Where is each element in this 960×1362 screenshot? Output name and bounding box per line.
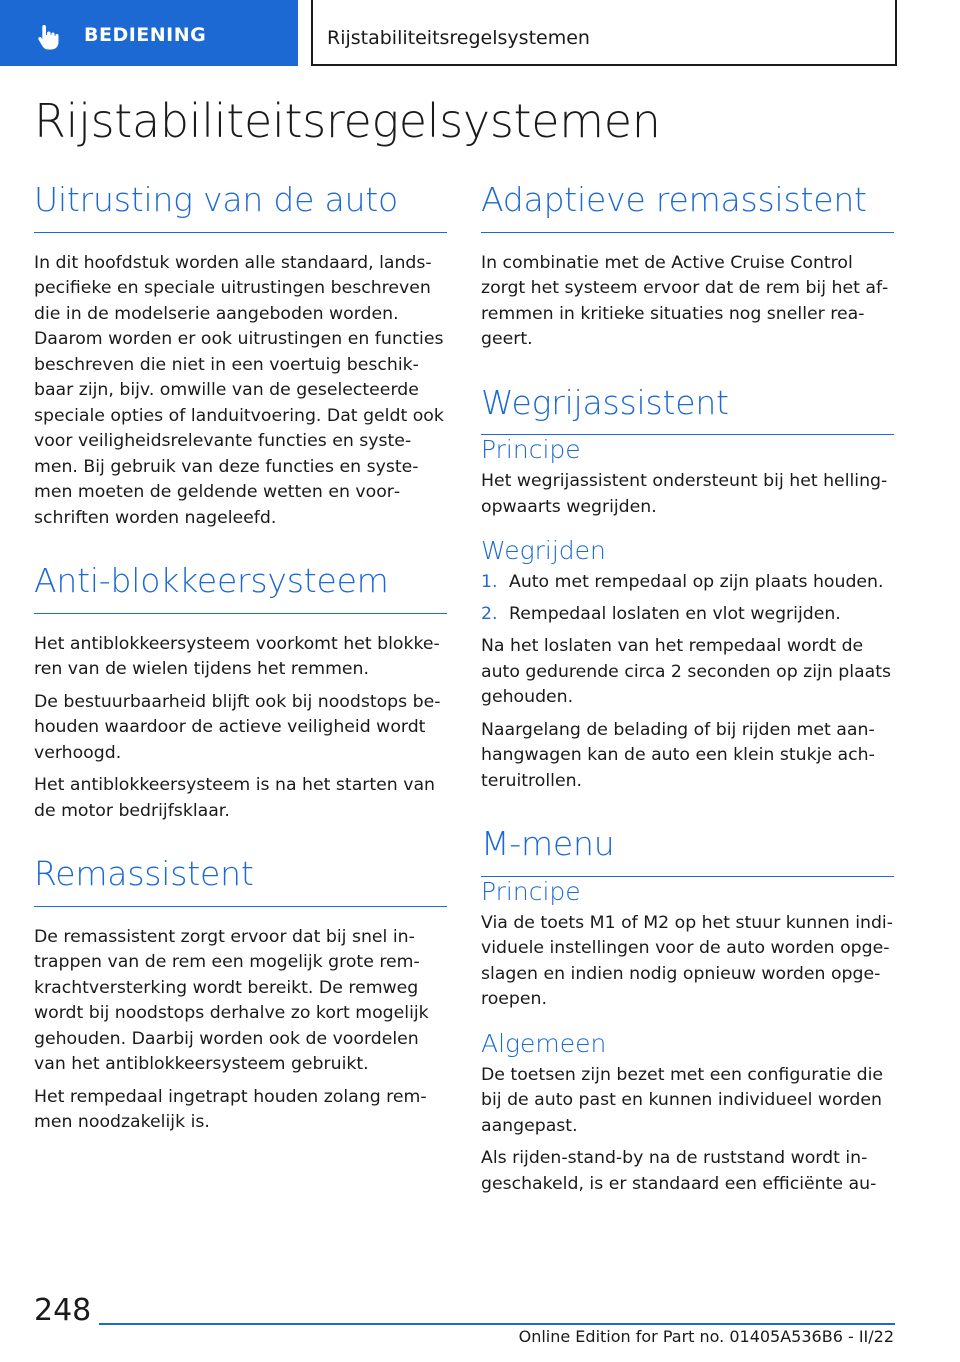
paragraph: Het antiblokkeersysteem voorkomt het blokkeren van de wielen tijdens het remmen. [34,633,440,680]
heading-algemeen: Algemeen [481,1028,607,1058]
heading-principe: Principe [481,435,581,465]
step-text: Auto met rempedaal op zijn plaats houden. [509,572,884,593]
page-number: 248 [34,1293,92,1328]
hand-pointer-icon [34,22,64,52]
heading-wegrijassistent: Wegrijassistent [481,383,894,436]
sub-principe [481,877,894,1013]
sub-principe [481,435,894,520]
section-abs [34,561,447,824]
right-column [481,180,894,1227]
steps-list [481,570,894,627]
page-title: Rijstabiliteitsregelsystemen [34,94,661,148]
section-uitrusting [34,180,447,531]
section-remassistent [34,854,447,1136]
step-number: 1. [481,572,498,593]
list-item [481,570,894,596]
footer-rule [99,1323,895,1325]
chapter-box [311,0,897,66]
paragraph: Naargelang de belading of bij rijden met aanhangwagen kan de auto een klein stukje achteruitrollen. [481,719,875,791]
sub-wegrijden [481,536,894,794]
heading-abs: Anti-blokkeersysteem [34,561,447,614]
list-item [481,602,894,628]
paragraph: In dit hoofdstuk worden alle standaard, landspecifieke en speciale uitrustingen beschreven die in de modelserie aangeboden worden. Daarom worden er ook uitrustingen en functies beschreven die niet in een voertuig beschikbaar zijn, bijv. omwille van de geselecteerde speciale opties of landuitvoering. Dat geldt ook voor veiligheidsrelevante functies en systemen. Bij gebruik van deze functies en systemen moeten de geldende wetten en voorschriften worden nageleefd. [34,252,444,528]
heading-adaptief: Adaptieve remassistent [481,180,894,233]
step-number: 2. [481,603,498,624]
heading-wegrijden: Wegrijden [481,536,606,566]
page-header [0,0,960,66]
paragraph: De toetsen zijn bezet met een configuratie die bij de auto past en kunnen individueel worden aangepast. [481,1064,884,1136]
section-label: BEDIENING [84,24,207,46]
heading-m-menu: M-menu [481,824,894,877]
paragraph: In combinatie met de Active Cruise Control zorgt het systeem ervoor dat de rem bij het afremmen in kritieke situaties nog sneller reageert. [481,252,889,350]
left-column [34,180,447,1166]
paragraph: Via de toets M1 of M2 op het stuur kunnen individuele instellingen voor de auto worden opgeslagen en indien nodig opnieuw worden opgeroepen. [481,912,893,1010]
section-wegrijassistent [481,383,894,795]
footer-edition: Online Edition for Part no. 01405A536B6 - II/22 [518,1327,894,1346]
step-text: Rempedaal loslaten en vlot wegrijden. [509,603,841,624]
paragraph: De bestuurbaarheid blijft ook bij noodstops behouden waardoor de actieve veiligheid wordt verhoogd. [34,691,441,763]
chapter-title: Rijstabiliteitsregelsystemen [327,27,590,49]
section-m-menu [481,824,894,1197]
paragraph: Het rempedaal ingetrapt houden zolang remmen noodzakelijk is. [34,1086,427,1133]
heading-remassistent: Remassistent [34,854,447,907]
paragraph: De remassistent zorgt ervoor dat bij snel intrappen van de rem een mogelijk grote remkrachtversterking wordt bereikt. De remweg wordt bij noodstops derhalve zo kort mogelijk gehouden. Daarbij worden ook de voordelen van het antiblokkeersysteem gebruikt. [34,926,429,1075]
paragraph: Na het loslaten van het rempedaal wordt de auto gedurende circa 2 seconden op zijn plaats gehouden. [481,636,892,708]
heading-uitrusting: Uitrusting van de auto [34,180,447,233]
paragraph: Het antiblokkeersysteem is na het starten van de motor bedrijfsklaar. [34,775,436,821]
paragraph: Het wegrijassistent ondersteunt bij het hellingopwaarts wegrijden. [481,471,888,517]
heading-principe: Principe [481,876,581,906]
section-adaptief [481,180,894,353]
sub-algemeen [481,1029,894,1198]
paragraph: Als rijden-stand-by na de ruststand wordt ingeschakeld, is er standaard een efficiënte au- [481,1148,877,1194]
section-tab[interactable] [0,0,298,66]
